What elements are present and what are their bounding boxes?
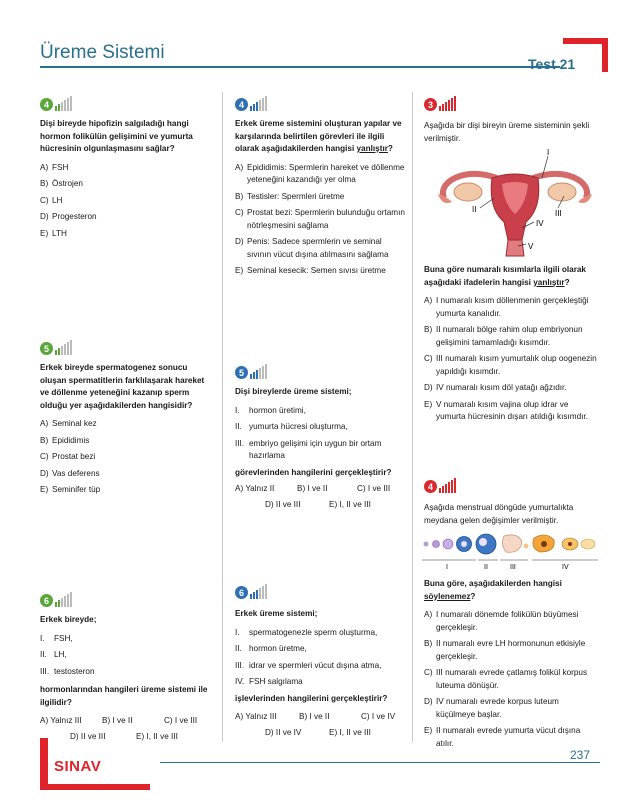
option-d[interactable]: D) IV numaralı kısım döl yatağı ağzıdır.	[424, 383, 567, 392]
difficulty-badge	[424, 96, 457, 111]
oocyte	[479, 538, 487, 546]
question-intro: Aşağıda bir dişi bireyin üreme sisteminin şekli verilmiştir.	[424, 121, 590, 143]
primary-follicle	[433, 541, 440, 548]
question-c1-q4	[40, 118, 215, 244]
option-c[interactable]: C) I ve III	[357, 484, 391, 493]
option-c[interactable]: C) LH	[40, 195, 63, 205]
question-c2-q5	[235, 386, 405, 511]
figure-label-iii: III	[510, 564, 516, 571]
column-divider	[222, 92, 223, 742]
label-line	[480, 198, 494, 208]
question-number: 6	[235, 586, 248, 599]
question-number: 6	[40, 594, 53, 607]
option-b[interactable]: B) II numaralı evre LH hormonunun etkisiyle gerçekleşir.	[424, 639, 586, 661]
figure-label-i: I	[547, 148, 550, 157]
difficulty-badge	[235, 584, 268, 599]
difficulty-bars-icon	[439, 478, 457, 493]
difficulty-bars-icon	[250, 96, 268, 111]
difficulty-badge	[40, 592, 73, 607]
option-a[interactable]: A) Epididimis: Spermlerin hareket ve döllenme yeteneğini kazandığı yer olma	[235, 162, 405, 184]
option-d[interactable]: D) II ve III	[70, 731, 106, 741]
option-e[interactable]: E) I, II ve III	[136, 731, 178, 741]
answer-row	[40, 715, 218, 728]
figure-label-iii: III	[555, 209, 562, 218]
corpus-albicans	[581, 539, 595, 549]
roman-item: III. testosteron	[40, 666, 95, 676]
question-number: 5	[40, 342, 53, 355]
difficulty-badge	[235, 96, 268, 111]
option-d[interactable]: D) IV numaralı evrede korpus luteum küçülmeye başlar.	[424, 697, 559, 719]
option-d[interactable]: D) Penis: Sadece spermlerin ve seminal sıvının vücut dışına atılmasını sağlama	[235, 237, 389, 259]
option-a[interactable]: A) FSH	[40, 162, 69, 172]
option-b[interactable]: B) I ve II	[299, 712, 330, 721]
figure-label-iv: IV	[536, 219, 544, 228]
answer-row	[235, 727, 407, 740]
difficulty-badge	[40, 96, 73, 111]
question-stem: görevlerinden hangilerini gerçekleştirir?	[235, 467, 392, 477]
question-c1-q6	[40, 614, 218, 743]
option-b[interactable]: B) I ve II	[297, 484, 328, 493]
difficulty-bars-icon	[250, 584, 268, 599]
figure-label-ii: II	[484, 564, 488, 571]
option-c[interactable]: C) I ve IV	[361, 712, 396, 721]
option-a[interactable]: A) Yalnız III	[235, 712, 277, 721]
roman-item: IV. FSH salgılama	[235, 677, 303, 686]
footer-rule	[160, 762, 600, 763]
difficulty-bars-icon	[250, 364, 268, 379]
option-d[interactable]: D) II ve IV	[265, 727, 302, 737]
roman-item: III. idrar ve spermleri vücut dışına atma,	[235, 660, 382, 670]
figure-label-v: V	[528, 242, 534, 251]
ovarian-cycle-diagram	[420, 532, 600, 572]
difficulty-bars-icon	[55, 340, 73, 355]
roman-item: II. LH,	[40, 650, 67, 659]
answer-row	[235, 483, 405, 496]
question-stem: işlevlerinden hangilerini gerçekleştirir?	[235, 693, 388, 703]
question-stem: Buna göre numaralı kısımlarla ilgili olarak aşağıdaki ifadelerin hangisi yanlıştır?	[424, 265, 586, 287]
question-number: 5	[235, 366, 248, 379]
question-c3-q4-intro	[424, 502, 600, 529]
question-number: 4	[40, 98, 53, 111]
question-c1-q5	[40, 362, 215, 501]
option-c[interactable]: C) I ve III	[164, 716, 198, 725]
difficulty-bars-icon	[55, 592, 73, 607]
oocyte	[461, 541, 467, 547]
option-e[interactable]: E) Seminal kesecik: Semen sıvısı üretme	[235, 266, 386, 275]
difficulty-badge	[40, 340, 73, 355]
corpus-luteum-core	[541, 541, 547, 547]
question-stem: Buna göre, aşağıdakilerden hangisi söylenemez?	[424, 579, 562, 601]
roman-item: II. yumurta hücresi oluşturma,	[235, 422, 348, 431]
corpus-luteum-core	[568, 542, 572, 546]
option-a[interactable]: A) Yalnız III	[40, 716, 82, 725]
question-c3-q4	[424, 578, 600, 754]
figure-label-ii: II	[472, 205, 477, 214]
question-stem: hormonlarından hangileri üreme sistemi ile ilgilidir?	[40, 685, 208, 707]
footer-mark-horizontal	[40, 784, 150, 790]
question-intro: Dişi bireylerde üreme sistemi;	[235, 387, 352, 396]
difficulty-badge	[424, 478, 457, 493]
uterus-diagram	[430, 148, 600, 258]
released-ovum	[524, 544, 529, 549]
roman-item: III. embriyo gelişimi için uygun bir ortam hazırlama	[235, 438, 382, 460]
option-c[interactable]: C) III numaralı evrede çatlamış folikül korpus luteuma dönüşür.	[424, 668, 588, 690]
option-a[interactable]: A) Seminal kez	[40, 419, 97, 428]
brand-logo: SINAV	[54, 758, 102, 775]
question-stem: Erkek bireyde spermatogenez sonucu oluşan spermatitlerin farklılaşarak hareket ve döllenme yeteneğini kazanıp sperm olduğu yer aşağıdakilerden hangisidir?	[40, 363, 205, 410]
option-e[interactable]: E) V numaralı kısım vajina olup idrar ve yumurta hücresinin dışarı atıldığı kısımdır.	[424, 399, 588, 421]
option-e[interactable]: E) II numaralı evrede yumurta vücut dışına atılır.	[424, 726, 581, 748]
difficulty-bars-icon	[55, 96, 73, 111]
figure-label-i: I	[446, 564, 448, 571]
roman-item: I. hormon üretimi,	[235, 405, 306, 415]
question-intro: Aşağıda menstrual döngüde yumurtalıkta meydana gelen değişimler verilmiştir.	[424, 503, 574, 525]
option-d[interactable]: D) Progesteron	[40, 212, 97, 221]
option-e[interactable]: E) Seminifer tüp	[40, 485, 101, 494]
option-b[interactable]: B) Epididimis	[40, 435, 90, 445]
left-ovary	[454, 183, 482, 201]
question-number: 4	[424, 480, 437, 493]
option-a[interactable]: A) I numaralı kısım döllenmenin gerçekleştiği yumurta kanalıdır.	[424, 296, 589, 318]
roman-item: I. FSH,	[40, 633, 73, 643]
option-e[interactable]: E) I, II ve III	[329, 727, 371, 737]
option-c[interactable]: C) Prostat bezi: Spermlerin bulunduğu ortamın nötrleşmesini sağlama	[235, 208, 405, 230]
page-title: Üreme Sistemi	[40, 42, 165, 63]
figure-label-iv: IV	[562, 564, 569, 571]
answer-row	[40, 731, 218, 744]
ruptured-follicle	[502, 535, 522, 552]
column-divider	[412, 92, 413, 742]
difficulty-badge	[235, 364, 268, 379]
vagina	[506, 240, 524, 256]
option-a[interactable]: A) Yalnız II	[235, 484, 275, 493]
option-c[interactable]: C) Prostat bezi	[40, 452, 96, 461]
option-c[interactable]: C) III numaralı kısım yumurtalık olup oogenezin yapıldığı kısımdır.	[424, 354, 597, 376]
question-c2-q4	[235, 118, 405, 282]
header-rule	[40, 66, 560, 68]
option-b[interactable]: B) II numaralı bölge rahim olup embriyonun gelişimini tamamladığı kısımdır.	[424, 325, 583, 347]
question-c3-q3	[424, 264, 600, 428]
question-c3-q3-intro	[424, 120, 600, 147]
footer-mark-vertical	[40, 738, 48, 790]
secondary-follicle	[443, 539, 453, 549]
corner-mark-vertical	[602, 38, 608, 72]
right-ovary	[548, 183, 576, 201]
test-label: Test 21	[528, 56, 576, 72]
option-b[interactable]: B) Testisler: Spermleri üretme	[235, 191, 345, 201]
roman-item: I. spermatogenezle sperm oluşturma,	[235, 627, 378, 637]
question-stem: Dişi bireyde hipofizin salgıladığı hangi hormon folikülün gelişimini ve yumurta hücresinin olgunlaşmasını sağlar?	[40, 119, 193, 153]
option-a[interactable]: A) I numaralı dönemde folikülün büyümesi gerçekleşir.	[424, 610, 579, 632]
question-intro: Erkek bireyde;	[40, 615, 97, 624]
difficulty-bars-icon	[439, 96, 457, 111]
option-d[interactable]: D) Vas deferens	[40, 468, 100, 478]
primordial-follicle	[424, 542, 429, 547]
page-number: 237	[570, 748, 591, 762]
option-b[interactable]: B) I ve II	[102, 716, 133, 725]
option-b[interactable]: B) Östrojen	[40, 179, 83, 188]
question-intro: Erkek üreme sistemi;	[235, 609, 318, 618]
question-number: 4	[235, 98, 248, 111]
question-stem: Erkek üreme sistemini oluşturan yapılar ve karşılarında belirtilen görevleri ile ilgili olarak aşağıdakilerden hangisi yanlıştır?	[235, 119, 402, 153]
question-number: 3	[424, 98, 437, 111]
answer-row	[235, 499, 405, 512]
roman-item: II. hormon üretme,	[235, 644, 307, 653]
option-e[interactable]: E) I, II ve III	[329, 499, 371, 509]
option-e[interactable]: E) LTH	[40, 228, 67, 238]
question-c2-q6	[235, 608, 407, 739]
option-d[interactable]: D) II ve III	[265, 499, 301, 509]
answer-row	[235, 711, 407, 724]
